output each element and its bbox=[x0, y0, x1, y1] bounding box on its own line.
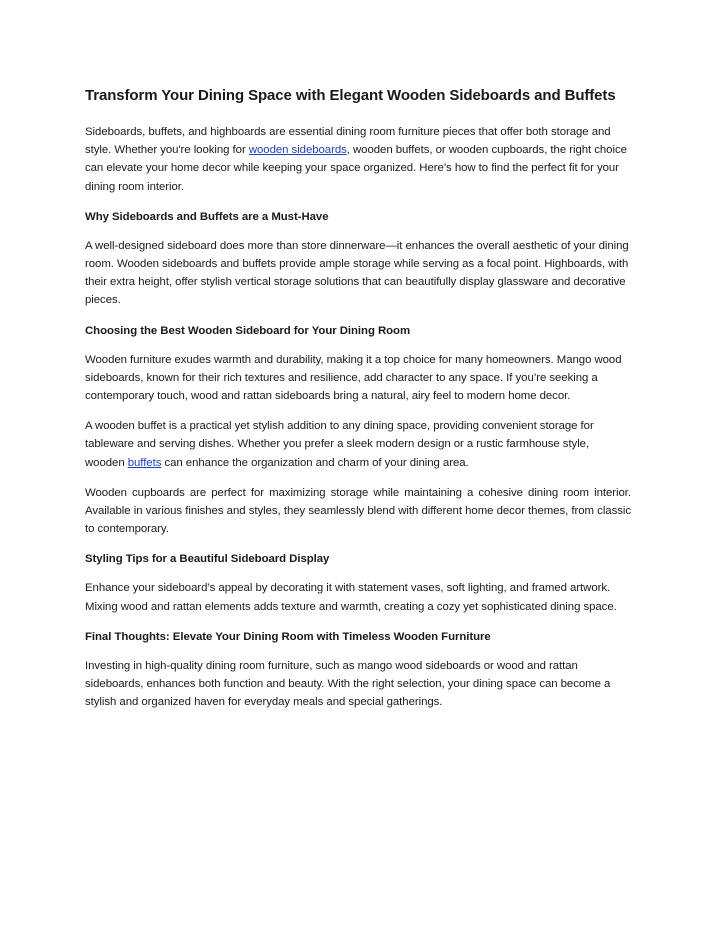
document-page bbox=[85, 86, 631, 723]
styling-tips-paragraph: Enhance your sideboard’s appeal by decorating it with statement vases, soft lighting, and framed artwork. Mixing wood and rattan elements adds texture and warmth, creating a cozy yet sophisticated dining space. bbox=[85, 582, 617, 613]
intro-text-before-link: Sideboards, buffets, and highboards are essential dining room furniture pieces that offer both storage and style. Whether you're looking for bbox=[85, 126, 611, 157]
section-heading-must-have: Why Sideboards and Buffets are a Must-Have bbox=[85, 210, 329, 223]
wooden-sideboards-link[interactable]: wooden sideboards bbox=[248, 144, 347, 157]
buffet-text-after-link: can enhance the organization and charm of your dining area. bbox=[161, 456, 469, 469]
must-have-paragraph: A well-designed sideboard does more than store dinnerware—it enhances the overall aesthetic of your dining room. Wooden sideboards and buffets provide ample storage while serving as a focal point. Highboards, with their extra height, offer stylish vertical storage solutions that can beautifully display glassware and decorative pieces. bbox=[85, 239, 629, 307]
buffets-link[interactable]: buffets bbox=[127, 456, 162, 469]
final-thoughts-paragraph: Investing in high-quality dining room furniture, such as mango wood sideboards or wood and rattan sideboards, enhances both function and beauty. With the right selection, your dining space can become a stylish and organized haven for everyday meals and special gatherings. bbox=[85, 659, 611, 709]
intro-paragraph bbox=[85, 123, 631, 196]
choosing-paragraph-1: Wooden furniture exudes warmth and durability, making it a top choice for many homeowners. Mango wood sideboards, known for their rich textures and resilience, add character to any space. If you’re seeking a contemporary touch, wood and rattan sideboards bring a natural, airy feel to modern home decor. bbox=[85, 353, 622, 403]
intro-text-after-link: , wooden buffets, or wooden cupboards, the right choice can elevate your home decor while keeping your space organized. Here’s how to find the perfect fit for your dining room interior. bbox=[85, 144, 627, 193]
section-heading-styling-tips: Styling Tips for a Beautiful Sideboard Display bbox=[85, 553, 330, 566]
section-heading-choosing: Choosing the Best Wooden Sideboard for Your Dining Room bbox=[85, 324, 411, 337]
choosing-paragraph-2 bbox=[85, 417, 631, 472]
choosing-paragraph-3: Wooden cupboards are perfect for maximizing storage while maintaining a cohesive dining room interior. Available in various finishes and styles, they seamlessly blend with different home decor themes, from classic to contemporary. bbox=[85, 486, 631, 536]
buffet-text-before-link: A wooden buffet is a practical yet stylish addition to any dining space, providing convenient storage for tableware and serving dishes. Whether you prefer a sleek modern design or a rustic farmhouse style, wooden bbox=[85, 420, 594, 469]
document-title: Transform Your Dining Space with Elegant Wooden Sideboards and Buffets bbox=[85, 87, 616, 104]
section-heading-final-thoughts: Final Thoughts: Elevate Your Dining Room with Timeless Wooden Furniture bbox=[85, 630, 491, 643]
